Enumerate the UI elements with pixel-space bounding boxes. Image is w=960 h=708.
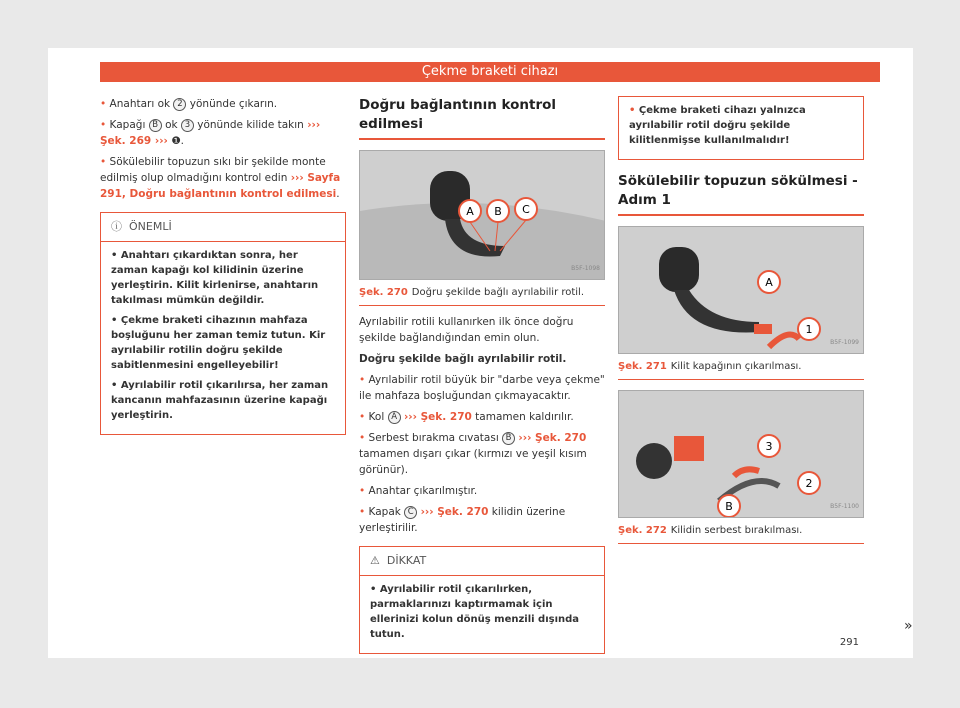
- svg-text:1: 1: [805, 323, 813, 336]
- svg-text:B: B: [725, 500, 733, 513]
- paragraph: Ayrılabilir rotili kullanırken ilk önce doğru şekilde bağlandığından emin olun.: [359, 316, 574, 344]
- note-box: [100, 212, 346, 435]
- page: [48, 48, 913, 658]
- link-fig-270[interactable]: ››› Şek. 270: [420, 506, 489, 518]
- check-item: • Kol A ››› Şek. 270 tamamen kaldırılır.: [359, 411, 574, 423]
- section-title: Doğru bağlantının kontrol edilmesi: [359, 96, 605, 140]
- svg-text:3: 3: [765, 440, 773, 453]
- warning-box: ⚠ DİKKAT • Ayrılabilir rotil çıkarılırken, parmaklarınızı kaptırmamak için ellerinizi kolun dönüş menzili dışında tutun.: [359, 546, 605, 654]
- warning-continued: • Çekme braketi cihazı yalnızca ayrılabilir rotil doğru şekilde kilitlenmişse kullanılmalıdır!: [618, 96, 864, 160]
- figure-270: A B C B5F-1098: [359, 150, 605, 280]
- check-item: • Kapak C ››› Şek. 270 kilidin üzerine yerleştirilir.: [359, 506, 566, 534]
- svg-text:2: 2: [805, 477, 813, 490]
- figure-caption: Şek. 270 Doğru şekilde bağlı ayrılabilir rotil.: [359, 285, 605, 306]
- step-3: • Sökülebilir topuzun sıkı bir şekilde monte edilmiş olup olmadığını kontrol edin ››› Sayfa 291, Doğru bağlantının kontrol edilmesi.: [100, 156, 341, 200]
- note-item: • Anahtarı çıkardıktan sonra, her zaman kapağı kol kilidinin üzerine yerleştirin. Kilit kirlenirse, anahtarın takılması mümkün değildir.: [111, 250, 319, 306]
- step-2: • Kapağı B ok 3 yönünde kilide takın ››› Şek. 269 ››› ❶.: [100, 119, 321, 147]
- figure-272: 3 2 B B5F-1100: [618, 390, 864, 518]
- column-1: [100, 96, 346, 435]
- figure-271: A 1 B5F-1099: [618, 226, 864, 354]
- page-number: 291: [839, 637, 859, 648]
- info-icon: ⓘ: [111, 220, 122, 233]
- lock-release-illustration: [619, 391, 864, 518]
- page-header: Çekme braketi cihazı: [100, 62, 880, 82]
- check-item: • Serbest bırakma cıvatası B ››› Şek. 270 tamamen dışarı çıkar (kırmızı ve yeşil kısım görünür).: [359, 432, 587, 476]
- note-item: • Çekme braketi cihazının mahfaza boşluğunu her zaman temiz tutun. Kir ayrılabilir rotilin doğru şekilde sabitlenmesini engelleyebilir!: [111, 315, 326, 371]
- figure-caption: Şek. 272 Kilidin serbest bırakılması.: [618, 523, 864, 544]
- warning-icon: ❶: [171, 135, 181, 147]
- marker-c: C: [522, 203, 530, 216]
- step-1: • Anahtarı ok 2 yönünde çıkarın.: [100, 98, 278, 110]
- lock-cap-illustration: [619, 227, 864, 354]
- figure-caption: Şek. 271 Kilit kapağının çıkarılması.: [618, 359, 864, 380]
- note-item: • Ayrılabilir rotil çıkarılırsa, her zaman kancanın mahfazasının üzerine kapağı yerleştirin.: [111, 380, 329, 421]
- check-item: • Ayrılabilir rotil büyük bir "darbe veya çekme" ile mahfaza boşluğundan çıkmayacaktır.: [359, 374, 605, 402]
- marker-b: B: [494, 205, 502, 218]
- link-fig-269[interactable]: ››› Şek. 269 ›››: [100, 119, 321, 147]
- section-title: Sökülebilir topuzun sökülmesi - Adım 1: [618, 172, 864, 216]
- marker-a: A: [466, 205, 474, 218]
- link-page-291[interactable]: ››› Sayfa 291, Doğru bağlantının kontrol edilmesi: [100, 172, 341, 200]
- column-2: [359, 96, 605, 654]
- warning-icon: ⚠: [370, 554, 380, 567]
- column-3: [618, 96, 864, 544]
- check-item: • Anahtar çıkarılmıştır.: [359, 485, 478, 497]
- subheading: Doğru şekilde bağlı ayrılabilir rotil.: [359, 353, 567, 365]
- note-title: ⓘ ÖNEMLİ: [101, 213, 345, 242]
- link-fig-270[interactable]: ››› Şek. 270: [403, 411, 472, 423]
- svg-text:A: A: [765, 276, 773, 289]
- tow-hook-illustration: [360, 151, 605, 280]
- warning-title: ⚠ DİKKAT: [360, 547, 604, 576]
- next-page-arrow[interactable]: »: [904, 618, 913, 634]
- link-fig-270[interactable]: ››› Şek. 270: [518, 432, 587, 444]
